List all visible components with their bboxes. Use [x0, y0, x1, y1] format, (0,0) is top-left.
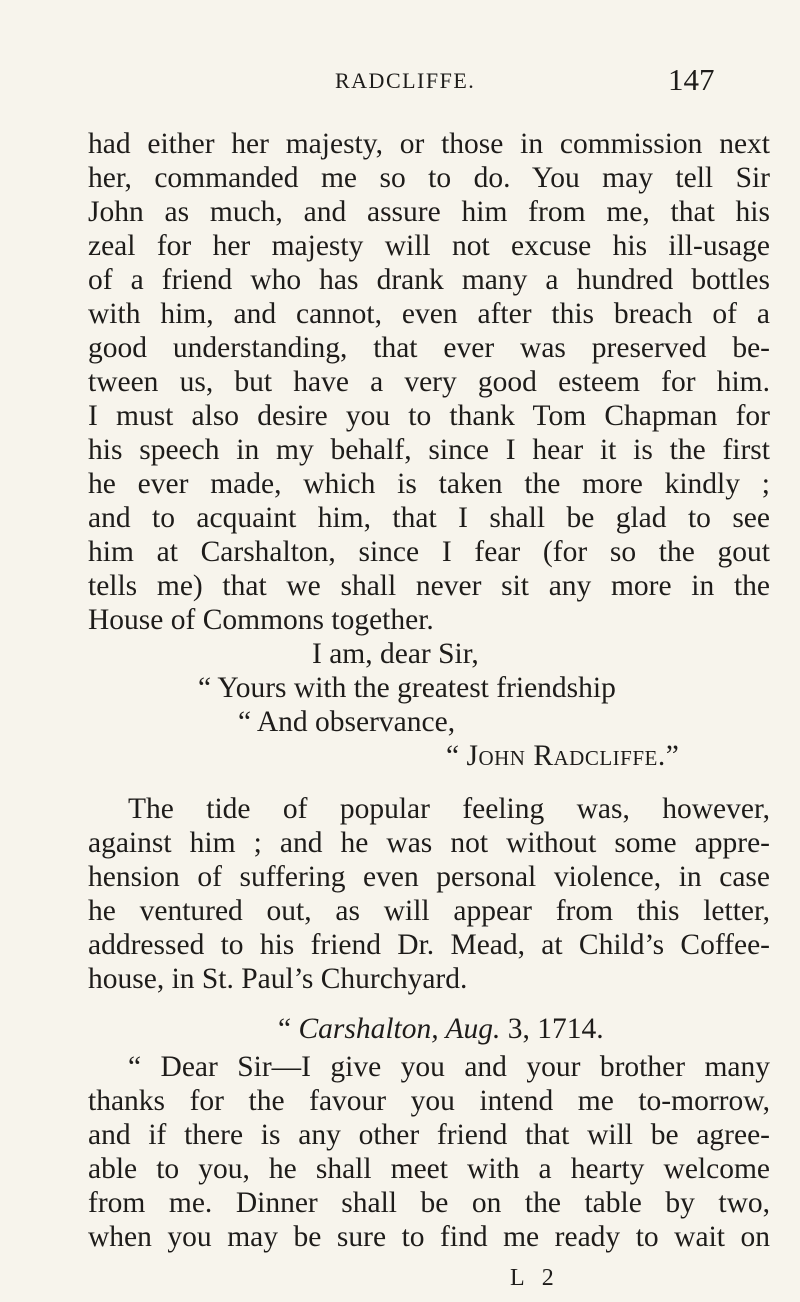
text-line: I must also desire you to thank Tom Chapman for [88, 400, 770, 432]
text-line: addressed to his friend Dr. Mead, at Child’s Coffee- [88, 929, 770, 961]
text-line: thanks for the favour you intend me to-morrow, [88, 1085, 770, 1117]
text-line: he ventured out, as will appear from this letter, [88, 895, 770, 927]
page-number: 147 [668, 62, 715, 97]
text-line: hension of suffering even personal violence, in case [88, 861, 770, 893]
text-line: good understanding, that ever was preserved be- [88, 332, 770, 364]
text-line: John as much, and assure him from me, that his [88, 196, 770, 228]
running-head [0, 62, 800, 102]
running-title: RADCLIFFE. [335, 68, 476, 93]
dateline-place: Carshalton, Aug. [298, 1013, 501, 1045]
letter-closing: I am, dear Sir, [312, 638, 479, 670]
text-line: zeal for her majesty will not excuse his ill-usage [88, 230, 770, 262]
letter-dateline [278, 1012, 604, 1046]
text-line: and to acquaint him, that I shall be glad to see [88, 502, 770, 534]
quote-mark: “ [278, 1013, 299, 1045]
text-line: house, in St. Paul’s Churchyard. [88, 963, 468, 995]
text-line: his speech in my behalf, since I hear it is the first [88, 434, 770, 466]
text-line: had either her majesty, or those in commission next [88, 128, 770, 160]
letter-closing: “ Yours with the greatest friendship [198, 672, 616, 704]
text-line: he ever made, which is taken the more kindly ; [88, 468, 770, 500]
dateline-date: 3, 1714. [500, 1013, 604, 1045]
text-line: when you may be sure to find me ready to wait on [88, 1221, 770, 1253]
text-line: of a friend who has drank many a hundred bottles [88, 264, 770, 296]
text-line: her, commanded me so to do. You may tell Sir [88, 162, 770, 194]
text-line: from me. Dinner shall be on the table by two, [88, 1187, 770, 1219]
text-line: and if there is any other friend that will be agree- [88, 1119, 770, 1151]
text-line: “ Dear Sir—I give you and your brother many [128, 1051, 770, 1083]
letter-signature [446, 739, 679, 773]
text-line: House of Commons together. [88, 604, 434, 636]
text-line: tells me) that we shall never sit any more in the [88, 570, 770, 602]
text-line: tween us, but have a very good esteem for him. [88, 366, 770, 398]
text-line: him at Carshalton, since I fear (for so the gout [88, 536, 770, 568]
signature-name: John Radcliffe. [466, 740, 666, 772]
text-line: against him ; and he was not without some appre- [88, 827, 770, 859]
quote-mark: ” [665, 740, 679, 772]
quote-mark: “ [446, 740, 467, 772]
text-line: with him, and cannot, even after this breach of a [88, 298, 770, 330]
text-line: able to you, he shall meet with a hearty welcome [88, 1153, 770, 1185]
signature-mark: L 2 [510, 1265, 560, 1291]
text-line: The tide of popular feeling was, however, [128, 793, 770, 825]
letter-closing: “ And observance, [238, 706, 456, 738]
